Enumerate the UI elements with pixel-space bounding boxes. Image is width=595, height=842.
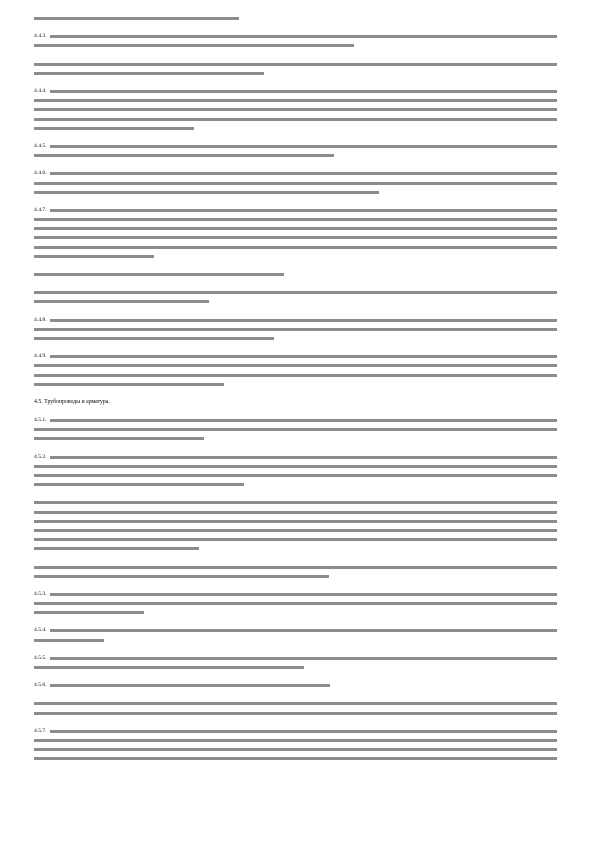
- clause-4-4-5: [34, 142, 557, 160]
- clause-4-4-3: [34, 32, 557, 50]
- clause-4-4-8: [34, 316, 557, 344]
- clause-number: 4.4.9.: [34, 353, 47, 360]
- paragraph-unnumbered: [34, 699, 557, 717]
- clause-number: 4.5.5.: [34, 654, 47, 661]
- clause-4-5-6: [34, 681, 557, 690]
- clause-number: 4.4.3.: [34, 33, 47, 40]
- clause-number: 4.5.1.: [34, 417, 47, 424]
- paragraph-unnumbered: [34, 288, 557, 306]
- paragraph-unnumbered: [34, 270, 557, 279]
- clause-number: 4.4.6.: [34, 170, 47, 177]
- clause-number: 4.5.3.: [34, 590, 47, 597]
- clause-number: 4.4.7.: [34, 206, 47, 213]
- clause-4-5-5: [34, 654, 557, 672]
- paragraph-continuation: [34, 14, 557, 23]
- clause-4-4-9: [34, 352, 557, 389]
- clause-4-4-7: [34, 206, 557, 261]
- clause-4-4-6: [34, 169, 557, 197]
- clause-number: 4.4.4.: [34, 87, 47, 94]
- clause-number: 4.5.4.: [34, 627, 47, 634]
- clause-number: 4.4.8.: [34, 316, 47, 323]
- clause-4-4-4: [34, 87, 557, 133]
- paragraph-unnumbered: [34, 562, 557, 580]
- clause-4-5-1: [34, 416, 557, 444]
- clause-number: 4.5.2.: [34, 453, 47, 460]
- clause-4-5-4: [34, 626, 557, 644]
- clause-number: 4.4.5.: [34, 142, 47, 149]
- clause-number: 4.5.7.: [34, 727, 47, 734]
- paragraph-unnumbered: [34, 498, 557, 553]
- section-heading: 4.5. Трубопроводы и арматура.: [34, 398, 110, 405]
- clause-number: 4.5.6.: [34, 682, 47, 689]
- paragraph-unnumbered: [34, 60, 557, 78]
- clause-4-5-7: [34, 727, 557, 764]
- clause-4-5-3: [34, 590, 557, 618]
- clause-4-5-2: [34, 453, 557, 490]
